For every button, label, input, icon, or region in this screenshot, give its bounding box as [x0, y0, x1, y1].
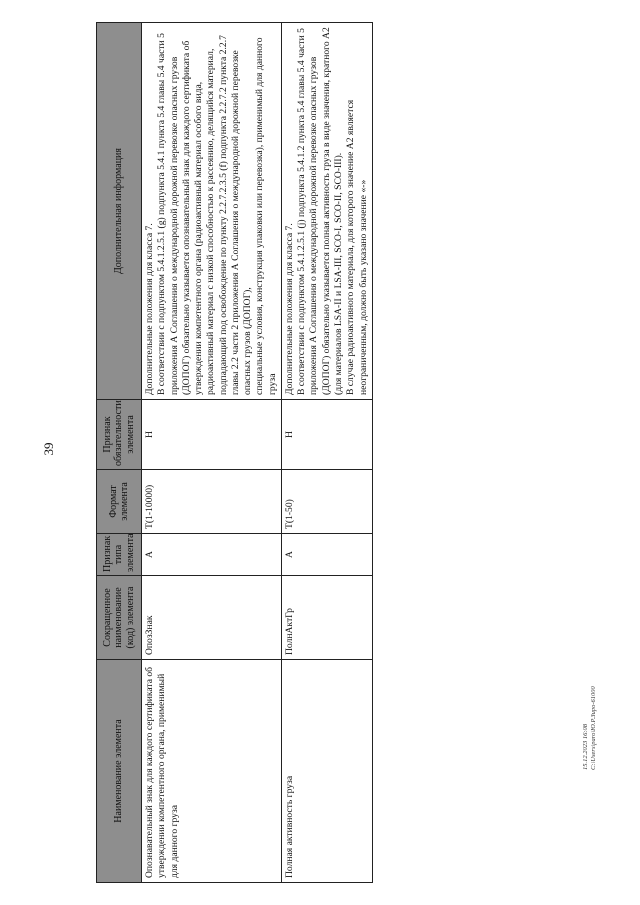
cell-short-code: ОпозЗнак — [142, 576, 282, 660]
cell-element-type: А — [142, 534, 282, 576]
info-paragraph: специальные условия, конструкция упаковки или перевозка), применимый для данного груза — [254, 37, 278, 395]
stamp-line: 15.12.2023 16:08 — [582, 723, 589, 770]
header-element-type: Признак типа элемента — [97, 534, 142, 576]
header-element-name: Наименование элемента — [97, 660, 142, 883]
table-row — [142, 23, 282, 883]
table-row — [281, 23, 372, 883]
cell-additional-info — [142, 23, 282, 400]
document-stamp — [582, 650, 598, 770]
cell-element-format: T(1-50) — [281, 470, 372, 534]
info-paragraph: В соответствии с подпунктом 5.4.1.2.5.1 (j) подпункта 5.4.1.2 пункта 5.4 главы 5.4 части 5 приложения А Соглашения о международной дорожной перевозке опасных грузов (ДОПОГ) обязательно указывается полная активность груза в виде значения, кратного А2 (для материалов LSA-II и LSA-III, SCO-I, SCO-II, SCO-III). — [296, 27, 344, 395]
cell-element-name: Полная активность груза — [281, 660, 372, 883]
page-number: 39 — [41, 442, 56, 456]
cell-element-format: T(1-10000) — [142, 470, 282, 534]
info-paragraph: Дополнительные положения для класса 7. — [283, 223, 295, 395]
info-paragraph: В соответствии с подпунктом 5.4.1.2.5.1 (g) подпункта 5.4.1 пункта 5.4 главы 5.4 части 5 приложения А Соглашения о международной дорожной перевозке опасных грузов (ДОПОГ) обязательно указывается опознавательный знак для каждого сертификата об утверждении компетентного органа (радиоактивный материал особого вида, радиоактивный материал с низкой способностью к рассеянию, делящийся материал, подпадающий под освобождение по пункту 2.2.7.2.3.5 (f) подпункта 2.2.7.2 пункта 2.2.7 главы 2.2 части 2 приложения А Соглашения о международной дорожной перевозке опасных грузов (ДОПОГ), — [156, 33, 254, 395]
cell-element-name: Опознавательный знак для каждого сертификата об утверждении компетентного органа, применимый для данного груза — [142, 660, 282, 883]
rotated-page-content — [80, 0, 460, 905]
data-elements-table — [96, 22, 373, 883]
cell-required-flag: Н — [281, 400, 372, 470]
info-paragraph: Дополнительные положения для класса 7. — [144, 223, 155, 395]
info-paragraph: В случае радиоактивного материала, для которого значение А2 является неограниченным, должно быть указано значение «-» — [345, 99, 369, 395]
table-header-row — [97, 23, 142, 883]
header-required-flag: Признак обязательности элемента — [97, 400, 142, 470]
header-additional-info: Дополнительная информация — [97, 23, 142, 400]
cell-additional-info — [281, 23, 372, 400]
cell-short-code: ПолнАктГр — [281, 576, 372, 660]
header-short-code: Сокращенное наименование (код) элемента — [97, 576, 142, 660]
header-element-format: Формат элемента — [97, 470, 142, 534]
cell-required-flag: Н — [142, 400, 282, 470]
cell-element-type: А — [281, 534, 372, 576]
stamp-line: C:\Users\paro\Ю.Р.Зиро-61000 — [590, 686, 598, 770]
